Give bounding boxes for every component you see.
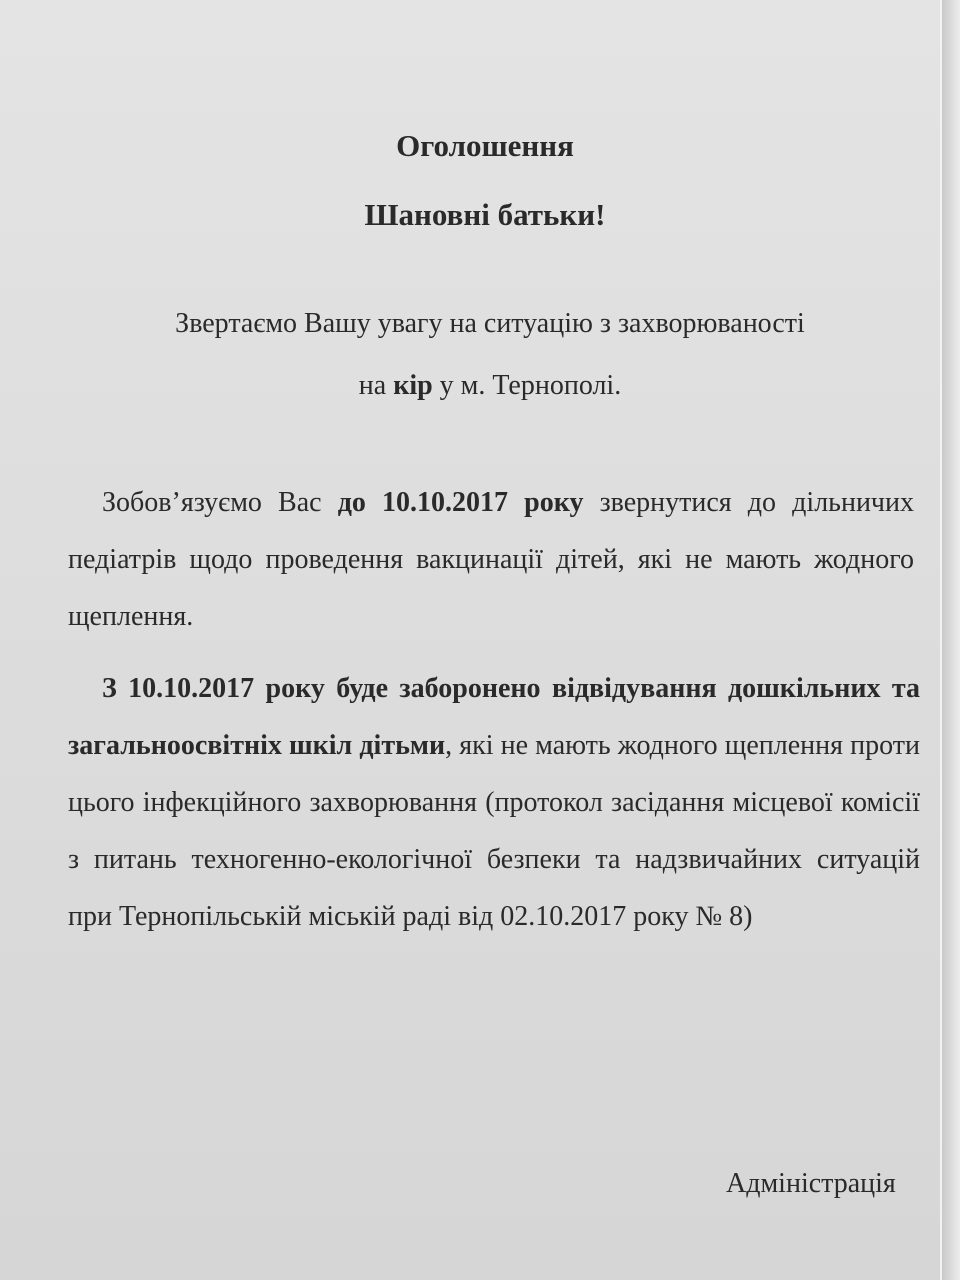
intro-line-2-pre: на xyxy=(358,370,394,401)
paragraph1-pre: Зобов’язуємо Вас xyxy=(102,487,338,518)
paragraph2-ban: З 10.10.2017 року буде заборонено відвідування дошкільних та загальноосвітніх шкіл дітьми xyxy=(68,673,920,761)
notice-salutation: Шановні батьки! xyxy=(364,197,606,232)
signature: Адміністрація xyxy=(726,1168,896,1199)
vaccination-request-paragraph xyxy=(68,474,914,645)
paragraph2-post: , які не мають жодного щеплення проти цього інфекційного захворювання (протокол засідання місцевої комісії з питань техногенно-екологічної безпеки та надзвичайних ситуацій при Тернопільській міській раді від 02.10.2017 року № 8) xyxy=(68,730,920,932)
paper-edge xyxy=(942,0,960,1280)
notice-title: Оголошення xyxy=(396,128,574,163)
intro-line-2 xyxy=(0,368,960,404)
attendance-ban-paragraph xyxy=(68,660,920,945)
intro-disease-name: кір xyxy=(393,370,433,401)
intro-line-2-post: у м. Тернополі. xyxy=(432,370,622,401)
intro-line-1: Звертаємо Вашу увагу на ситуацію з захворюваності xyxy=(175,308,805,339)
paragraph1-post: звернутися до дільничих педіатрів щодо проведення вакцинації дітей, які не мають жодного щеплення. xyxy=(68,487,914,632)
paragraph1-deadline: до 10.10.2017 року xyxy=(337,487,584,518)
